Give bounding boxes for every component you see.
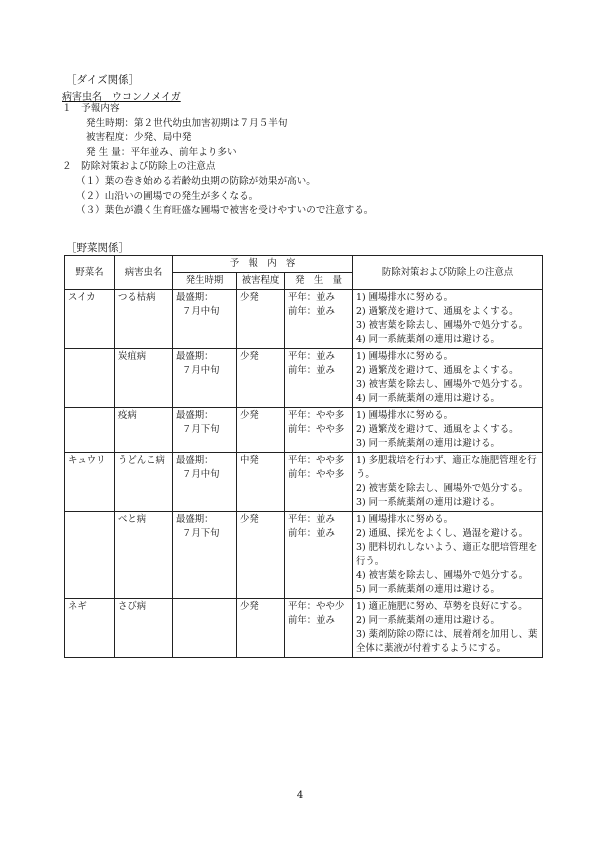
amount-line: 平年：並み — [288, 292, 335, 303]
measure-line: 1) 適正施肥に努め、草勢を良好にする。 — [356, 601, 528, 612]
cell-measures — [353, 290, 543, 349]
cell-vegetable — [65, 349, 115, 408]
soy-line: 発 生 量：平年並み、前年より多い — [86, 146, 237, 158]
measure-line: 1) 圃場排水に努める。 — [356, 351, 454, 362]
cell-degree: 中発 — [237, 453, 285, 512]
cell-time — [173, 512, 237, 599]
cell-disease: 炭疽病 — [115, 349, 173, 408]
amount-line: 前年：並み — [288, 365, 335, 376]
cell-time — [173, 599, 237, 658]
time-line: ７月中旬 — [182, 365, 220, 376]
cell-amount — [285, 512, 353, 599]
cell-degree: 少発 — [237, 512, 285, 599]
soy-line: １ 予報内容 — [62, 103, 120, 114]
measure-line: 2) 過繁茂を避けて、通風をよくする。 — [356, 365, 519, 376]
cell-degree: 少発 — [237, 599, 285, 658]
measure-line: 4) 同一系統薬剤の連用は避ける。 — [356, 393, 500, 404]
cell-disease: うどんこ病 — [115, 453, 173, 512]
table-row — [65, 512, 543, 599]
amount-line: 前年：並み — [288, 615, 335, 626]
measure-line: 1) 多肥栽培を行わず、適正な施肥管理を行う。 — [356, 455, 537, 480]
cell-measures — [353, 349, 543, 408]
cell-time — [173, 290, 237, 349]
amount-line: 平年：やや多 — [288, 410, 345, 421]
cell-amount — [285, 290, 353, 349]
cell-amount — [285, 408, 353, 453]
amount-line: 前年：並み — [288, 528, 335, 539]
measure-line: 2) 被害葉を除去し、圃場外で処分する。 — [356, 483, 529, 494]
soy-section-title: ［ダイズ関係］ — [66, 74, 140, 86]
cell-amount — [285, 453, 353, 512]
cell-time — [173, 408, 237, 453]
measure-line: 2) 通風、採光をよくし、過湿を避ける。 — [356, 528, 529, 539]
header-degree: 被害程度 — [237, 273, 285, 290]
veg-section-title: ［野菜関係］ — [66, 242, 129, 254]
cell-amount — [285, 349, 353, 408]
soy-line: 発生時期：第２世代幼虫加害初期は７月５半旬 — [86, 117, 288, 129]
soy-line: （１）葉の巻き始める若齢幼虫期の防除が効果が高い。 — [76, 175, 316, 187]
amount-line: 前年：やや多 — [288, 469, 345, 480]
measure-line: 3) 肥料切れしないよう、適正な肥培管理を行う。 — [356, 542, 538, 567]
time-line: ７月中旬 — [182, 469, 220, 480]
measure-line: 2) 同一系統薬剤の連用は避ける。 — [356, 615, 500, 626]
cell-time — [173, 453, 237, 512]
measure-line: 4) 同一系統薬剤の連用は避ける。 — [356, 334, 500, 345]
cell-vegetable: キュウリ — [65, 453, 115, 512]
soy-line: ２ 防除対策および防除上の注意点 — [62, 161, 216, 173]
header-measures: 防除対策および防除上の注意点 — [353, 256, 543, 290]
cell-measures — [353, 453, 543, 512]
measure-line: 3) 薬剤防除の際には、展着剤を加用し、葉全体に薬液が付着するようにする。 — [356, 629, 538, 654]
header-time: 発生時期 — [173, 273, 237, 290]
cell-degree: 少発 — [237, 349, 285, 408]
header-forecast: 予 報 内 容 — [173, 256, 353, 273]
measure-line: 3) 同一系統薬剤の連用は避ける。 — [356, 497, 500, 508]
table-row — [65, 349, 543, 408]
measure-line: 4) 被害葉を除去し、圃場外で処分する。 — [356, 570, 529, 581]
table-row — [65, 599, 543, 658]
amount-line: 前年：並み — [288, 306, 335, 317]
measure-line: 1) 圃場排水に努める。 — [356, 514, 454, 525]
table-row — [65, 453, 543, 512]
soy-line: （３）葉色が濃く生育旺盛な圃場で被害を受けやすいので注意する。 — [76, 205, 374, 217]
table-row — [65, 408, 543, 453]
soy-forecast-lines — [62, 102, 373, 219]
cell-disease: べと病 — [115, 512, 173, 599]
cell-degree: 少発 — [237, 290, 285, 349]
header-amount: 発 生 量 — [285, 273, 353, 290]
cell-time — [173, 349, 237, 408]
measure-line: 5) 同一系統薬剤の連用は避ける。 — [356, 584, 500, 595]
cell-measures — [353, 408, 543, 453]
header-vegetable: 野菜名 — [65, 256, 115, 290]
table-row — [65, 290, 543, 349]
soy-line: （２）山沿いの圃場での発生が多くなる。 — [76, 190, 259, 202]
time-line: ７月中旬 — [182, 306, 220, 317]
measure-line: 2) 過繁茂を避けて、通風をよくする。 — [356, 306, 519, 317]
measure-line: 1) 圃場排水に努める。 — [356, 292, 454, 303]
measure-line: 3) 被害葉を除去し、圃場外で処分する。 — [356, 379, 529, 390]
cell-measures — [353, 599, 543, 658]
cell-amount — [285, 599, 353, 658]
soy-line: 被害程度：少発、局中発 — [86, 132, 192, 144]
cell-disease: つる枯病 — [115, 290, 173, 349]
time-line: 最盛期： — [176, 351, 214, 362]
cell-vegetable — [65, 408, 115, 453]
amount-line: 平年：やや少 — [288, 601, 345, 612]
cell-measures — [353, 512, 543, 599]
cell-disease: さび病 — [115, 599, 173, 658]
page-number: 4 — [296, 790, 304, 801]
time-line: 最盛期： — [176, 410, 214, 421]
cell-vegetable: スイカ — [65, 290, 115, 349]
vegetable-forecast-table — [64, 255, 543, 658]
time-line: 最盛期： — [176, 292, 214, 303]
amount-line: 平年：やや多 — [288, 455, 345, 466]
cell-degree: 少発 — [237, 408, 285, 453]
measure-line: 3) 被害葉を除去し、圃場外で処分する。 — [356, 320, 529, 331]
measure-line: 2) 過繁茂を避けて、通風をよくする。 — [356, 424, 519, 435]
cell-disease: 疫病 — [115, 408, 173, 453]
pest-name-line: 病害虫名 ウコンノメイガ — [62, 92, 181, 103]
time-line: ７月下旬 — [182, 424, 220, 435]
time-line: ７月下旬 — [182, 528, 220, 539]
amount-line: 前年：やや多 — [288, 424, 345, 435]
time-line: 最盛期： — [176, 455, 214, 466]
cell-vegetable: ネギ — [65, 599, 115, 658]
amount-line: 平年：並み — [288, 514, 335, 525]
amount-line: 平年：並み — [288, 351, 335, 362]
measure-line: 3) 同一系統薬剤の連用は避ける。 — [356, 438, 500, 449]
header-disease: 病害虫名 — [115, 256, 173, 290]
time-line: 最盛期： — [176, 514, 214, 525]
measure-line: 1) 圃場排水に努める。 — [356, 410, 454, 421]
cell-vegetable — [65, 512, 115, 599]
